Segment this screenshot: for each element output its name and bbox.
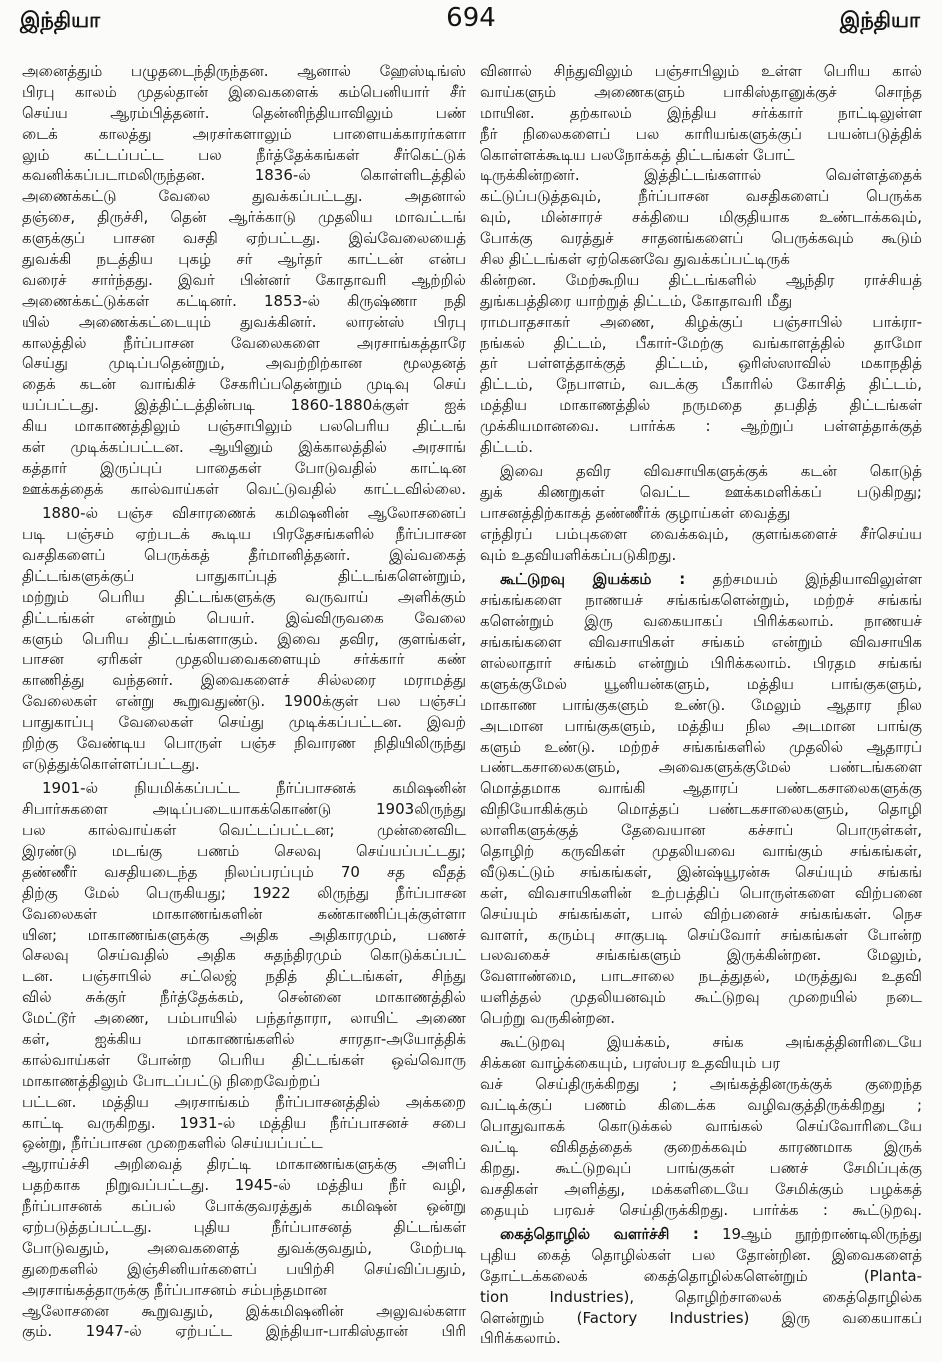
text-line — [22, 270, 466, 291]
text-line — [22, 712, 466, 733]
line-text: பண்டகசாலைகளும், அவைகளுக்குமேல் பண்டங்களை — [480, 758, 922, 777]
text-line — [480, 695, 922, 716]
text-line — [22, 1029, 466, 1050]
line-text: வச் செய்திருக்கிறது ; அங்கத்தினருக்குக் குறைந்த — [480, 1075, 922, 1094]
paragraph — [480, 61, 922, 458]
line-text: லாளிகளுக்குத் தேவையான கச்சாப் பொருள்கள், — [480, 821, 922, 840]
line-text: கிய மாகாணத்திலும் பஞ்சாபிலும் பலபெரிய திட்டங் — [22, 417, 466, 436]
line-text: திட்டம். — [480, 438, 534, 457]
text-line — [480, 482, 922, 503]
text-line — [22, 670, 466, 691]
text-line — [22, 1301, 466, 1322]
line-text: தண்ணீர் வசதியடைந்த நிலப்பரப்பும் 70 சத வீதத் — [22, 862, 466, 881]
line-text: கூட்டுறவு இயக்கம், சங்க அங்கத்தினரிடையே — [500, 1033, 922, 1052]
line-text: கள், ஐக்கிய மாகாணங்களில் சாரதா-அயோத்திக் — [22, 1029, 466, 1048]
text-line — [480, 569, 922, 590]
paragraph — [480, 1032, 922, 1220]
line-text: அனைத்தும் பழுதடைந்திருந்தன. ஆனால் ஹேஸ்டிங்ஸ் — [22, 62, 466, 80]
line-text: களும் பெரிய திட்டங்களாகும். இவை தவிர, குளங்கள், — [22, 629, 466, 648]
text-line — [480, 249, 922, 270]
line-text: திட்டங்கள் என்றும் பெயர். இவ்விருவகை வேலை — [22, 608, 466, 627]
text-line — [480, 333, 922, 354]
line-text: களும் உண்டு. மற்றச் சங்கங்களில் முதலில் ஆதாரப் — [480, 737, 922, 756]
text-line — [22, 799, 466, 820]
line-text: பொதுவாகக் கொடுக்கல் வாங்கல் செய்வோரிடையே — [480, 1117, 922, 1136]
text-line — [480, 1224, 922, 1245]
line-text: கட்டுப்படுத்தவும், நீர்ப்பாசன வசதிகளைப் பெருக்க — [480, 187, 922, 206]
line-text: ஒன்று, நீர்ப்பாசன முறைகளில் செய்யப்பட்ட — [22, 1134, 323, 1153]
line-text: மற்றும் பெரிய திட்டங்களுக்கு வருவாய் அளிக்கும் — [22, 587, 466, 606]
text-line — [480, 1032, 922, 1053]
line-text: பலவகைச் சங்கங்களும் இருக்கின்றன. மேலும், — [480, 946, 922, 965]
line-text: சிபார்சுகளை அடிப்படையாகக்கொண்டு 1903லிருந்து — [22, 800, 466, 819]
line-text: யில் அணைக்கட்டையும் துவக்கினர். லாரன்ஸ் பிரபு — [22, 312, 466, 331]
line-text: மாகாண பாங்குகளும் உண்டு. மேலும் ஆதார நில — [480, 695, 922, 714]
page-number: 694 — [446, 3, 496, 33]
line-text: முக்கியமானவை. பார்க்க : ஆற்றுப் பள்ளத்தாக்குத் — [480, 417, 922, 436]
text-line — [22, 165, 466, 186]
line-text: போடுவதும், அவைகளைத் துவக்குவதும், மேற்படி — [22, 1238, 466, 1257]
line-text: ஆராய்ச்சி அறிவைத் திரட்டி மாகாணங்களுக்கு அளிப் — [22, 1155, 466, 1174]
text-line — [22, 754, 466, 775]
text-line — [22, 524, 466, 545]
text-line — [480, 945, 922, 966]
paragraph — [480, 569, 922, 1029]
line-text: வாளர், கரும்பு சாகுபடி செய்வோர் சங்கங்கள் போன்ற — [480, 925, 922, 944]
line-text: செய்ய ஆரம்பித்தனர். தென்னிந்தியாவிலும் பண் — [22, 103, 466, 122]
line-text: பட்டன. மத்திய அரசாங்கம் நீர்ப்பாசனத்தில் அக்கறை — [22, 1092, 466, 1111]
text-line — [480, 1158, 922, 1179]
text-line — [480, 1095, 922, 1116]
text-line — [480, 611, 922, 632]
text-line — [480, 1245, 922, 1266]
text-line — [480, 124, 922, 145]
line-text: செய்யும் சங்கங்கள், பால் விற்பனைச் சங்கங்கள். நெச — [480, 904, 922, 923]
paragraph — [480, 1224, 922, 1349]
line-text: கால்வாய்கள் போன்ற பெரிய திட்டங்கள் ஒவ்வொரு — [22, 1050, 466, 1069]
text-line — [480, 904, 922, 925]
line-text: கொள்ளக்கூடிய பலநோக்கத் திட்டங்கள் போட் — [480, 145, 795, 164]
text-line — [22, 862, 466, 883]
paragraph — [22, 503, 466, 775]
line-text: வட்டி விகிதத்தைக் குறைக்கவும் காரணமாக இருக் — [480, 1137, 922, 1156]
right-column — [480, 61, 922, 1359]
line-text: நங்கல் திட்டம், பீகார்-மேற்கு வங்காளத்தில் தாமோ — [480, 333, 922, 352]
text-line — [480, 674, 922, 695]
text-line — [480, 82, 922, 103]
text-line — [480, 291, 922, 312]
line-text: வீடுகட்டும் சங்கங்கள், இன்ஷ்யூரன்சு செய்யும் சங்கங் — [480, 862, 922, 881]
text-line — [22, 1008, 466, 1029]
text-line — [22, 228, 466, 249]
text-line — [22, 207, 466, 228]
text-line — [480, 145, 922, 166]
text-line — [22, 437, 466, 458]
line-text: மாகாணத்திலும் போடப்பட்டு நிறைவேற்றப் — [22, 1071, 321, 1090]
text-line — [480, 1008, 922, 1029]
line-text: சில திட்டங்கள் ஏற்கெனவே துவக்கப்பட்டிருக் — [480, 250, 790, 269]
line-text: துங்கபத்திரை யாற்றுத் திட்டம், கோதாவரி மீது — [480, 291, 793, 310]
text-line — [22, 124, 466, 145]
text-line — [480, 1328, 922, 1349]
line-text: செலவு செய்வதில் அதிக சுதந்திரமும் கொடுக்கப்பட் — [22, 946, 466, 965]
line-text: திற்கு மேல் பெருகியது; 1922 லிருந்து நீர்ப்பாசன — [22, 883, 466, 902]
line-text: வட்டிக்குப் பணம் கிடைக்க வழிவகுத்திருக்கிறது ; — [480, 1096, 922, 1115]
line-text: விநியோகிக்கும் மொத்தப் பண்டகசாலைகளும், தொழி — [480, 800, 922, 819]
line-text: ளென்றும் (Factory Industries) இரு வகையாகப் — [480, 1308, 922, 1327]
text-line — [480, 1116, 922, 1137]
text-line — [480, 820, 922, 841]
text-line — [22, 566, 466, 587]
text-line — [480, 186, 922, 207]
line-text: ராமபாதசாகர் அணை, கிழக்குப் பஞ்சாபில் பாக்ரா- — [480, 312, 922, 331]
text-line — [22, 291, 466, 312]
line-text: அணைக்கட்டுக்கள் கட்டினர். 1853-ல் கிருஷ்ணா நதி — [22, 291, 466, 310]
text-line — [480, 1308, 922, 1329]
line-text: பல கால்வாய்கள் வெட்டப்பட்டன; முன்னைவிட — [22, 821, 466, 840]
line-text: இவை தவிர விவசாயிகளுக்குக் கடன் கொடுத் — [500, 462, 922, 481]
line-text: சங்கங்களை நாணயச் சங்கங்களென்றும், மற்றச் சங்கங் — [480, 591, 922, 610]
text-line — [22, 733, 466, 754]
text-line — [22, 145, 466, 166]
line-text: காட்டி வருகிறது. 1931-ல் மத்திய நீர்ப்பாசனச் சபை — [22, 1113, 466, 1132]
line-text: டைக் காலத்து அரசர்களாலும் பாளையக்காரர்களா — [22, 124, 466, 143]
line-text: தைக் கடன் வாங்கிச் சேகரிப்பதென்றும் முடிவு செய் — [22, 375, 466, 394]
text-line — [480, 1287, 922, 1308]
text-line — [22, 820, 466, 841]
line-text: பதற்காக நிறுவப்பட்டது. 1945-ல் மத்திய நீர் வழி, — [22, 1176, 466, 1195]
text-line — [22, 629, 466, 650]
line-text: tion Industries), தொழிற்சாலைக் கைத்தொழில்க — [480, 1287, 922, 1306]
running-head-left: இந்தியா — [20, 8, 101, 32]
line-text: ஊக்கத்தைக் கால்வாய்கள் வெட்டுவதில் காட்டவில்லை. — [22, 479, 466, 498]
line-text: பாசனத்திற்காகத் தண்ணீர்க் குழாய்கள் வைத்து — [480, 504, 791, 523]
text-line — [22, 1092, 466, 1113]
line-text: றிற்கு வேண்டிய பொருள் பஞ்ச நிவாரண நிதியிலிருந்து — [22, 734, 466, 752]
line-text: யளித்தல் முதலியனவும் கூட்டுறவு முறையில் நடை — [480, 988, 922, 1007]
line-text: ஏற்படுத்தப்பட்டது. புதிய நீர்ப்பாசனத் திட்டங்கள் — [22, 1217, 466, 1236]
line-text: கும். 1947-ல் ஏற்பட்ட இந்தியா-பாகிஸ்தான் பிரி — [22, 1322, 466, 1341]
text-line — [480, 165, 922, 186]
line-text: எடுத்துக்கொள்ளப்பட்டது. — [22, 754, 200, 773]
text-line — [22, 1321, 466, 1342]
line-text: கின்றன. மேற்கூறிய திட்டங்களில் ஆந்திர ராச்சியத் — [480, 270, 922, 289]
line-text: தையும் பரவச் செய்திருக்கிறது. பார்க்க : கூட்டுறவு. — [480, 1200, 922, 1219]
line-text: புதிய கைத் தொழில்கள் பல தோன்றின. இவைகளைத் — [480, 1245, 922, 1264]
paragraph — [22, 61, 466, 500]
text-line — [22, 503, 466, 524]
text-line — [480, 737, 922, 758]
line-text: போக்கு வரத்துச் சாதனங்களைப் பெருக்கவும் கூடும் — [480, 229, 922, 248]
text-line — [480, 925, 922, 946]
text-line — [480, 757, 922, 778]
line-text: செய்து முடிப்பதென்றும், அவற்றிற்கான மூலதனத் — [22, 354, 466, 373]
text-line — [480, 653, 922, 674]
text-line — [22, 249, 466, 270]
line-text: காலத்தில் நீர்ப்பாசன வேலைகளை அரசாங்கத்தாரே — [22, 333, 466, 352]
line-text: வேலைகள் என்று கூறுவதுண்டு. 1900க்குள் பல பஞ்சப் — [22, 692, 466, 711]
text-line — [480, 461, 922, 482]
text-line — [22, 1154, 466, 1175]
text-line — [480, 632, 922, 653]
section-heading: கைத்தொழில் வளர்ச்சி : — [500, 1224, 699, 1243]
text-line — [22, 1071, 466, 1092]
text-line — [22, 649, 466, 670]
left-column — [22, 61, 466, 1351]
text-line — [480, 374, 922, 395]
text-line — [22, 103, 466, 124]
text-line — [22, 1280, 466, 1301]
line-text: டன. பஞ்சாபில் சட்லெஜ் நதித் திட்டங்கள், சிந்து — [22, 967, 466, 986]
text-line — [480, 799, 922, 820]
text-line — [480, 1200, 922, 1221]
line-text: வசதிகள் அளித்து, மக்களிடையே சேமிக்கும் பழக்கத் — [480, 1179, 922, 1198]
text-line — [22, 479, 466, 500]
text-line — [480, 1137, 922, 1158]
text-line — [22, 587, 466, 608]
line-text: வரைச் சார்ந்தது. இவர் பின்னர் கோதாவரி ஆற்றில் — [22, 270, 466, 289]
line-text: வில் சுக்குர் நீர்த்தேக்கம், சென்னை மாகாணத்தில் — [22, 988, 466, 1007]
text-line — [22, 61, 466, 82]
line-text: பெற்று வருகின்றன. — [480, 1009, 615, 1028]
line-text: யப்பட்டது. இத்திட்டத்தின்படி 1860-1880க்குள் ஐக் — [22, 396, 466, 415]
text-line — [480, 1053, 922, 1074]
text-line — [22, 545, 466, 566]
text-line — [480, 207, 922, 228]
text-line — [22, 1259, 466, 1280]
section-heading: கூட்டுறவு இயக்கம் : — [500, 570, 686, 589]
line-text: மொத்தமாக வாங்கி ஆதாரப் பண்டகசாலைகளுக்கு — [480, 779, 922, 798]
line-text: களுக்குப் பாசன வசதி ஏற்பட்டது. இவ்வேலையைத் — [22, 229, 466, 248]
line-text: டிருக்கின்றனர். இத்திட்டங்களால் வெள்ளத்தைக் — [480, 166, 922, 185]
line-text: வேலைகள் மாகாணங்களின் கண்காணிப்புக்குள்ளா — [22, 904, 466, 923]
text-line — [480, 1266, 922, 1287]
text-line — [480, 987, 922, 1008]
text-line — [22, 82, 466, 103]
line-text: தற்சமயம் இந்தியாவிலுள்ள — [712, 570, 922, 589]
line-text: வசதிகளைப் பெருக்கத் தீர்மானித்தனர். இவ்வகைத் — [22, 545, 466, 564]
line-text: திட்டங்களுக்குப் பாதுகாப்புத் திட்டங்களென்றும், — [22, 566, 466, 585]
line-text: அரசாங்கத்தாருக்கு நீர்ப்பாசனம் சம்பந்தமான — [22, 1280, 327, 1299]
text-line — [480, 395, 922, 416]
line-text: காணித்து வந்தனர். இவைகளைச் சில்லரை மராமத்து — [22, 671, 466, 690]
line-text: நீர்ப்பாசனக் கப்பல் போக்குவரத்துக் கமிஷன் ஒன்று — [22, 1197, 466, 1216]
text-line — [22, 966, 466, 987]
line-text: 1901-ல் நியமிக்கப்பட்ட நீர்ப்பாசனக் கமிஷனின் — [42, 779, 466, 798]
text-line — [22, 374, 466, 395]
text-line — [22, 945, 466, 966]
text-line — [480, 545, 922, 566]
line-text: பாசன ஏரிகள் முதலியவைகளையும் சர்க்கார் கண் — [22, 650, 466, 669]
text-line — [22, 841, 466, 862]
text-line — [22, 353, 466, 374]
line-text: 19ஆம் நூற்றாண்டிலிருந்து — [721, 1224, 922, 1243]
text-line — [480, 103, 922, 124]
text-line — [22, 778, 466, 799]
line-text: வும் உதவியளிக்கப்படுகிறது. — [480, 545, 677, 564]
text-line — [480, 590, 922, 611]
text-line — [480, 841, 922, 862]
text-line — [480, 228, 922, 249]
text-line — [22, 1217, 466, 1238]
text-line — [480, 778, 922, 799]
text-line — [480, 1074, 922, 1095]
line-text: மத்திய மாகாணத்தில் நருமதை தபதித் திட்டங்கள் — [480, 396, 922, 415]
text-line — [22, 883, 466, 904]
text-line — [22, 1196, 466, 1217]
text-line — [22, 1050, 466, 1071]
line-text: வாய்களும் அணைகளும் பாகிஸ்தானுக்குச் சொந்த — [480, 82, 922, 101]
text-line — [22, 416, 466, 437]
line-text: களென்றும் இரு வகையாகப் பிரிக்கலாம். நாணயச் — [480, 612, 922, 631]
text-line — [22, 987, 466, 1008]
line-text: இரண்டு மடங்கு பணம் செலவு செய்யப்பட்டது; — [22, 841, 466, 860]
text-line — [480, 270, 922, 291]
line-text: நீர் நிலைகளைப் பல காரியங்களுக்குப் பயன்படுத்திக் — [480, 124, 922, 143]
line-text: கிறது. கூட்டுறவுப் பாங்குகள் பணச் சேமிப்புக்கு — [480, 1158, 922, 1177]
paragraph — [480, 461, 922, 565]
line-text: களுக்குமேல் யூனியன்களும், மத்திய பாங்குகளும், — [480, 674, 922, 693]
line-text: லும் கட்டப்பட்ட பல நீர்த்தேக்கங்கள் சீர்கெட்டுக் — [22, 145, 466, 164]
text-line — [22, 186, 466, 207]
line-text: வேளாண்மை, பாடசாலை நடத்துதல், மருத்துவ உதவி — [480, 967, 922, 986]
text-line — [22, 1113, 466, 1134]
line-text: கள், விவசாயிகளின் உற்பத்திப் பொருள்களை விற்பனை — [480, 883, 922, 902]
text-line — [22, 395, 466, 416]
text-line — [480, 503, 922, 524]
line-text: அடமான பாங்குகளும், மத்திய நில அடமான பாங்கு — [480, 716, 922, 735]
text-line — [480, 353, 922, 374]
line-text: கள் முடிக்கப்பட்டன. ஆயினும் இக்காலத்தில் அரசாங் — [22, 438, 466, 457]
line-text: கவனிக்கப்படாமலிருந்தன. 1836-ல் கொள்ளிடத்தில் — [22, 166, 466, 185]
line-text: யின; மாகாணங்களுக்கு அதிக அதிகாரமும், பணச் — [22, 925, 466, 944]
text-line — [22, 1238, 466, 1259]
text-line — [22, 925, 466, 946]
running-head-right: இந்தியா — [839, 8, 920, 32]
line-text: தோட்டக்கலைக் கைத்தொழில்களென்றும் (Planta- — [480, 1266, 922, 1285]
text-line — [22, 691, 466, 712]
line-text: பாதுகாப்பு வேலைகள் செய்து முடிக்கப்பட்டன. இவற் — [22, 713, 466, 732]
line-text: தொழிற் கருவிகள் முதலியவை வாங்கும் சங்கங்கள், — [480, 841, 922, 860]
line-text: ளல்லாதார் சங்கம் என்றும் பிரிக்கலாம். பிரதம சங்கங் — [480, 653, 922, 672]
text-line — [22, 904, 466, 925]
text-line — [480, 524, 922, 545]
line-text: திட்டம், நேபாளம், வடக்கு பீகாரில் கோசித் திட்டம், — [480, 375, 922, 394]
text-line — [480, 1179, 922, 1200]
line-text: ஆலோசனை கூறுவதும், இக்கமிஷனின் அலுவல்களா — [22, 1301, 466, 1320]
line-text: மேட்டூர் அணை, பம்பாயில் பந்தர்தாரா, லாயிட் அணை — [22, 1009, 466, 1028]
line-text: பிரபு காலம் முதல்தான் இவைகளைக் கம்பெனியார் சீர் — [22, 82, 466, 101]
text-line — [480, 61, 922, 82]
text-line — [22, 312, 466, 333]
line-text: பிரிக்கலாம். — [480, 1329, 561, 1348]
line-text: வும், மின்சாரச் சக்தியை மிகுதியாக உண்டாக்கவும், — [480, 208, 922, 227]
text-line — [22, 1175, 466, 1196]
text-line — [22, 458, 466, 479]
text-line — [22, 1133, 466, 1154]
line-text: அணைக்கட்டு வேலை துவக்கப்பட்டது. அதனால் — [22, 187, 466, 206]
text-line — [480, 716, 922, 737]
line-text: 1880-ல் பஞ்ச விசாரணைக் கமிஷனின் ஆலோசனைப் — [42, 504, 466, 523]
text-line — [22, 333, 466, 354]
line-text: சங்கங்களை விவசாயிகள் சங்கம் என்றும் விவசாயிக — [480, 633, 922, 652]
line-text: கத்தார் இருப்புப் பாதைகள் போடுவதில் காட்டின — [22, 458, 466, 477]
line-text: படி பஞ்சம் ஏற்படக் கூடிய பிரதேசங்களில் நீர்ப்பாசன — [22, 525, 466, 544]
text-line — [480, 862, 922, 883]
text-line — [480, 312, 922, 333]
line-text: எந்திரப் பம்புகளை வைக்கவும், குளங்களைச் சீர்செய்ய — [480, 525, 922, 544]
line-text: தஞ்சை, திருச்சி, தென் ஆர்க்காடு முதலிய மாவட்டங் — [22, 208, 466, 227]
line-text: துவக்கி நடத்திய புகழ் சர் ஆர்தர் காட்டன் என்ப — [22, 250, 466, 269]
line-text: வினால் சிந்துவிலும் பஞ்சாபிலும் உள்ள பெரிய கால் — [480, 62, 922, 80]
text-line — [480, 416, 922, 437]
line-text: தர் பள்ளத்தாக்குத் திட்டம், ஒரிஸ்ஸாவில் மகாநதித் — [480, 354, 922, 373]
paragraph — [22, 778, 466, 1342]
text-line — [480, 883, 922, 904]
line-text: துக் கிணறுகள் வெட்ட ஊக்கமளிக்கப் படுகிறது; — [480, 483, 922, 502]
text-line — [480, 966, 922, 987]
text-line — [22, 608, 466, 629]
line-text: துறைகளில் இஞ்சினியர்களைப் பயிற்சி செய்விப்பதும், — [22, 1259, 466, 1278]
line-text: சிக்கன வாழ்க்கையும், பரஸ்பர உதவியும் பர — [480, 1054, 781, 1073]
line-text: மாயின. தற்காலம் இந்திய சர்க்கார் நாட்டிலுள்ள — [480, 103, 922, 122]
text-line — [480, 437, 922, 458]
